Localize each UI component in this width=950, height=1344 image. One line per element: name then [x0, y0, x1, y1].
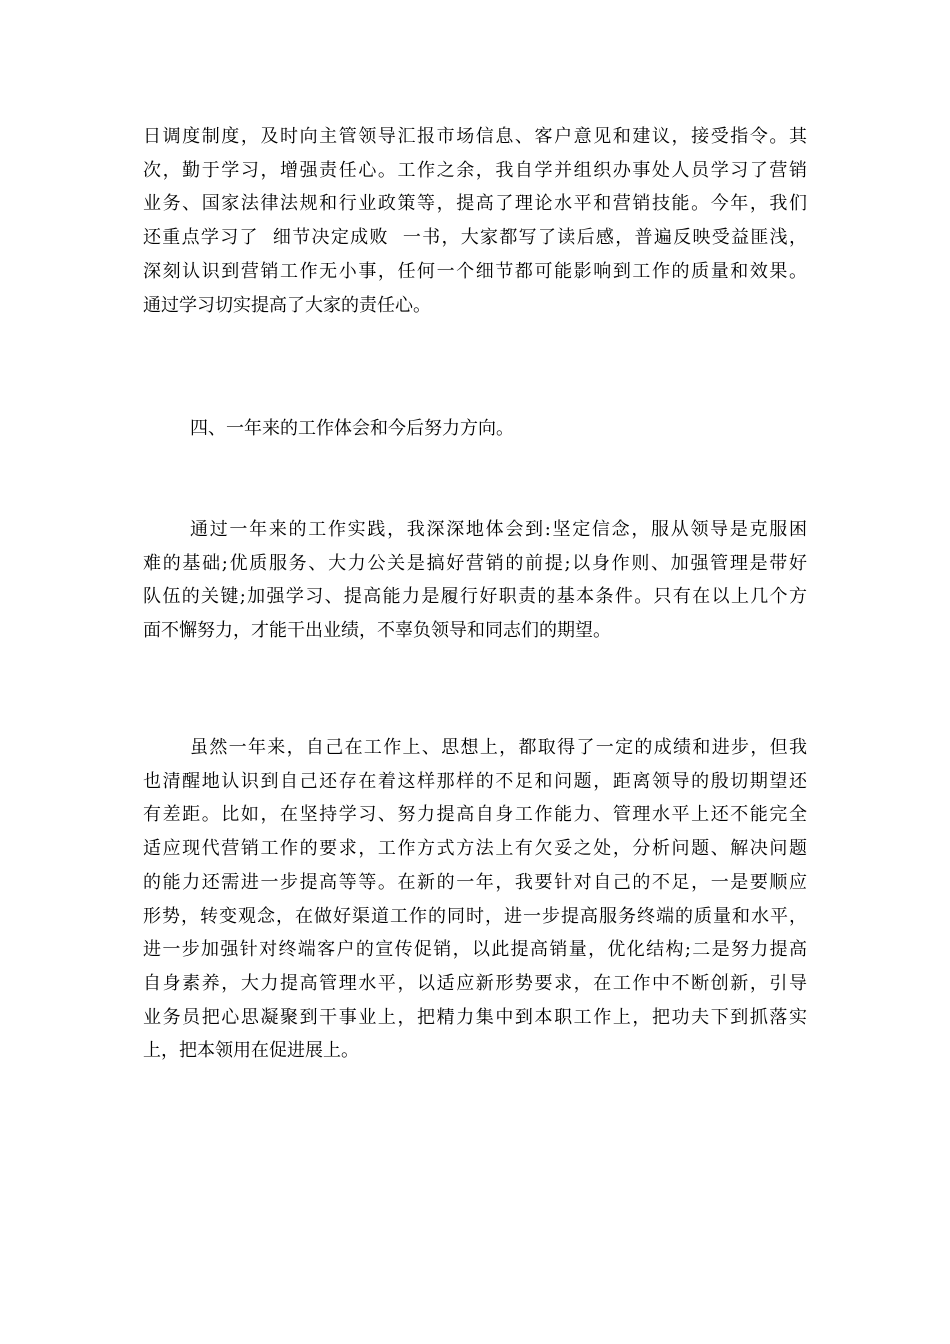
text-line: 深刻认识到营销工作无小事，任何一个细节都可能影响到工作的质量和效果。	[143, 260, 807, 282]
text-line: 有差距。比如，在坚持学习、努力提高自身工作能力、管理水平上还不能完全	[143, 804, 807, 826]
text-line: 通过学习切实提高了大家的责任心。	[143, 294, 431, 316]
heading-text: 四、一年来的工作体会和今后努力方向。	[190, 418, 514, 439]
text-line: 虽然一年来，自己在工作上、思想上，都取得了一定的成绩和进步，但我	[190, 737, 807, 758]
text-line: 队伍的关键;加强学习、提高能力是履行好职责的基本条件。只有在以上几个方	[143, 586, 807, 608]
paragraph-3	[143, 513, 807, 648]
section-heading	[143, 412, 807, 446]
text-line: 进一步加强针对终端客户的宣传促销，以此提高销量，优化结构;二是努力提高	[143, 939, 807, 961]
text-line: 形势，转变观念，在做好渠道工作的同时，进一步提高服务终端的质量和水平，	[143, 905, 807, 927]
text-line: 业务、国家法律法规和行业政策等，提高了理论水平和营销技能。今年，我们	[143, 193, 807, 215]
paragraph-1	[143, 120, 807, 322]
text-line: 业务员把心思凝聚到干事业上，把精力集中到本职工作上，把功夫下到抓落实	[143, 1006, 807, 1028]
text-line: 自身素养，大力提高管理水平，以适应新形势要求，在工作中不断创新，引导	[143, 972, 807, 994]
text-line: 的能力还需进一步提高等等。在新的一年，我要针对自己的不足，一是要顺应	[143, 871, 807, 893]
text-line: 通过一年来的工作实践，我深深地体会到:坚定信念，服从领导是克服困	[190, 519, 807, 540]
text-line: 次，勤于学习，增强责任心。工作之余，我自学并组织办事处人员学习了营销	[143, 159, 807, 181]
text-line: 面不懈努力，才能干出业绩，不辜负领导和同志们的期望。	[143, 620, 611, 642]
text-line: 也清醒地认识到自己还存在着这样那样的不足和问题，距离领导的殷切期望还	[143, 770, 807, 792]
text-line: 上，把本领用在促进展上。	[143, 1040, 359, 1062]
text-line: 还重点学习了 细节决定成败 一书，大家都写了读后感，普遍反映受益匪浅，	[143, 227, 807, 249]
text-line: 难的基础;优质服务、大力公关是搞好营销的前提;以身作则、加强管理是带好	[143, 552, 807, 574]
text-line: 日调度制度，及时向主管领导汇报市场信息、客户意见和建议，接受指令。其	[143, 126, 807, 147]
paragraph-4	[143, 731, 807, 1068]
text-line: 适应现代营销工作的要求，工作方式方法上有欠妥之处，分析问题、解决问题	[143, 838, 807, 860]
